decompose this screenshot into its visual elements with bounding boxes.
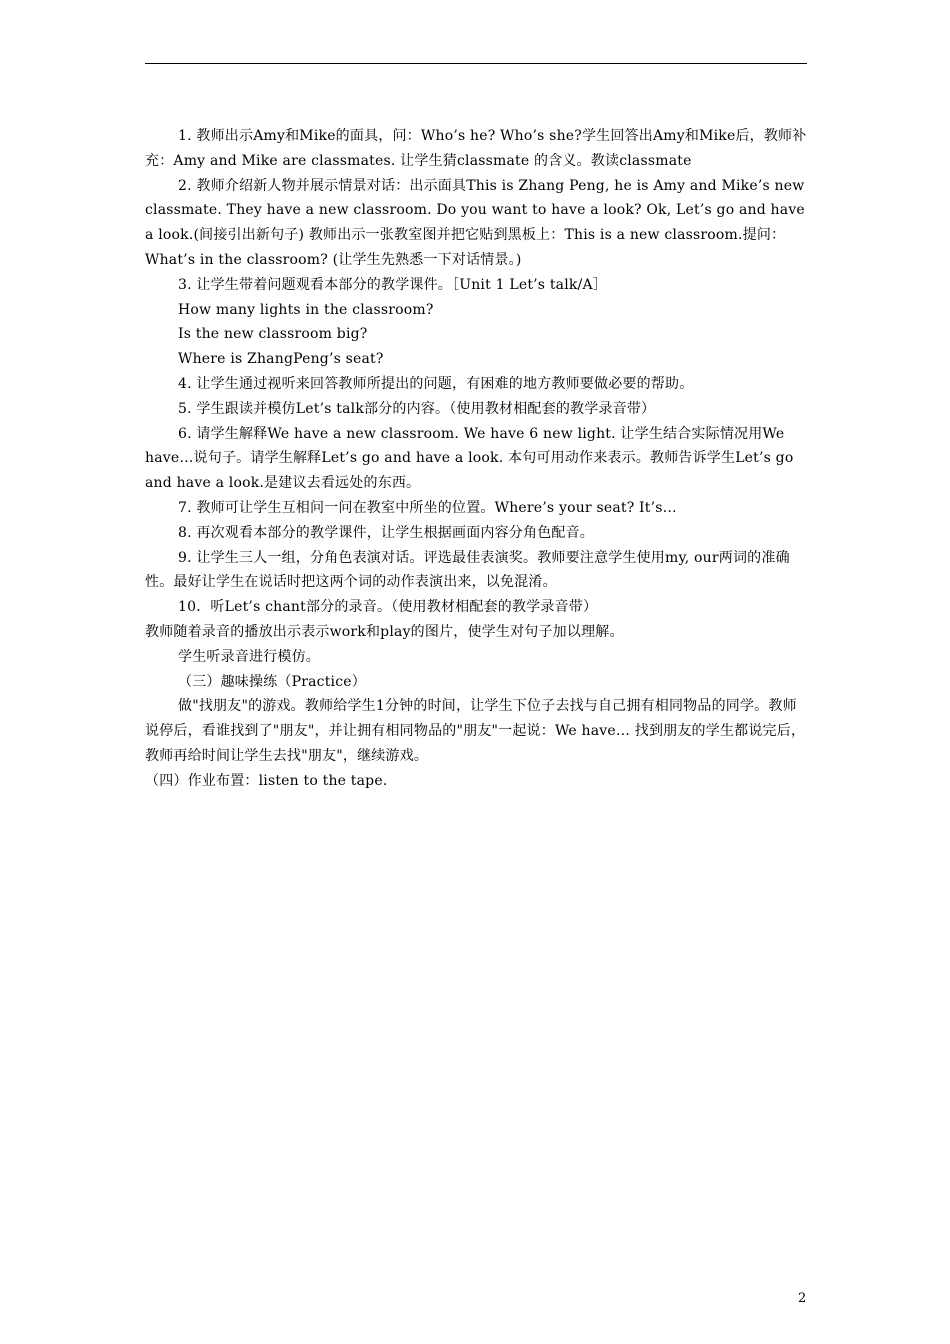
paragraph-step-2: 2. 教师介绍新人物并展示情景对话：出示面具This is Zhang Peng, he is Amy and Mike’s new classmate. They have a new classroom. Do you want to have a look? Ok, Let’s go and have a look.(间接引出新句子) 教师出示一张教室图并把它贴到黑板上：This is a new classroom.提问：What’s in the classroom? (让学生先熟悉一下对话情景。) <box>145 177 810 268</box>
paragraph-step-3: 3. 让学生带着问题观看本部分的教学课件。［Unit 1 Let’s talk/A］ <box>178 276 607 293</box>
paragraph-teacher-shows-pictures: 教师随着录音的播放出示表示work和play的图片，使学生对句子加以理解。 <box>145 623 624 640</box>
paragraph-step-9: 9. 让学生三人一组，分角色表演对话。评选最佳表演奖。教师要注意学生使用my, our两词的准确性。最好让学生在说话时把这两个词的动作表演出来，以免混淆。 <box>145 549 790 591</box>
document-body <box>145 124 810 794</box>
question-2: Is the new classroom big? <box>178 326 368 343</box>
page-number: 2 <box>798 1291 807 1306</box>
paragraph-find-friends-game: 做"找朋友"的游戏。教师给学生1分钟的时间，让学生下位子去找与自己拥有相同物品的同学。教师说停后，看谁找到了"朋友"，并让拥有相同物品的"朋友"一起说：We have… 找到朋友的学生都说完后，教师再给时间让学生去找"朋友"，继续游戏。 <box>145 698 806 764</box>
paragraph-students-imitate: 学生听录音进行模仿。 <box>178 648 320 665</box>
header-rule <box>145 63 807 64</box>
paragraph-step-5: 5. 学生跟读并模仿Let’s talk部分的内容。（使用教材相配套的教学录音带） <box>178 400 656 417</box>
question-1: How many lights in the classroom? <box>178 301 434 318</box>
paragraph-step-7: 7. 教师可让学生互相问一问在教室中所坐的位置。Where’s your seat? It’s… <box>178 499 677 516</box>
question-3: Where is ZhangPeng’s seat? <box>178 351 384 368</box>
paragraph-step-1: 1. 教师出示Amy和Mike的面具，问：Who’s he? Who’s she?学生回答出Amy和Mike后，教师补充：Amy and Mike are classmates. 让学生猜classmate 的含义。教读classmate <box>145 128 807 169</box>
paragraph-step-4: 4. 让学生通过视听来回答教师所提出的问题，有困难的地方教师要做必要的帮助。 <box>178 375 694 392</box>
paragraph-step-8: 8. 再次观看本部分的教学课件，让学生根据画面内容分角色配音。 <box>178 524 595 541</box>
paragraph-step-6: 6. 请学生解释We have a new classroom. We have 6 new light. 让学生结合实际情况用We have…说句子。请学生解释Let’s go and have a look. 本句可用动作来表示。教师告诉学生Let’s go and have a look.是建议去看远处的东西。 <box>145 425 799 492</box>
section-heading-practice: （三）趣味操练（Practice） <box>178 673 366 690</box>
paragraph-step-10: 10．听Let’s chant部分的录音。（使用教材相配套的教学录音带） <box>178 599 598 616</box>
section-heading-homework: （四）作业布置：listen to the tape. <box>145 772 388 789</box>
